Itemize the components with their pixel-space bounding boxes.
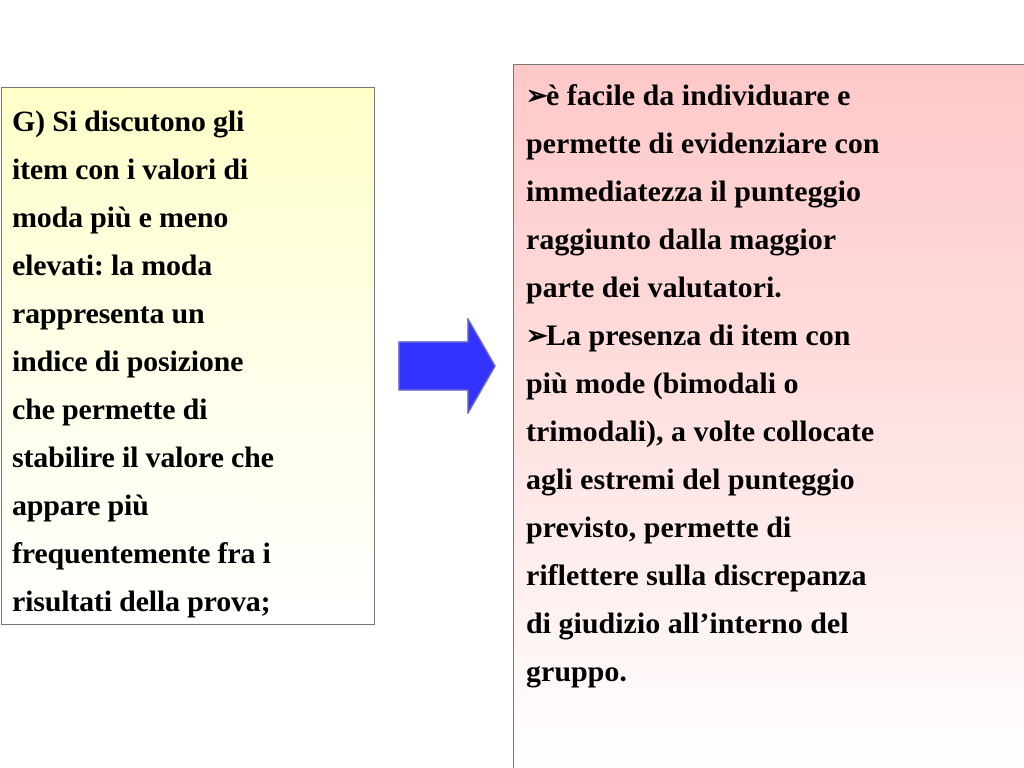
bullet-line: immediatezza il punteggio (526, 175, 861, 208)
bullet-text: è facile da individuare e (546, 79, 851, 112)
left-text-line: stabilire il valore che (12, 441, 274, 474)
left-text-line: moda più e meno (12, 201, 229, 234)
left-text-line: indice di posizione (12, 345, 244, 378)
bullet-line (526, 312, 1014, 360)
arrowhead-bullet-icon: ➢ (526, 321, 548, 350)
arrowhead-bullet-icon: ➢ (526, 81, 548, 110)
left-text-line: rappresenta un (12, 297, 205, 330)
bullet-line: riflettere sulla discrepanza (526, 559, 867, 592)
bullet-line: parte dei valutatori. (526, 271, 782, 304)
right-arrow-shape (399, 319, 495, 413)
left-text-line: risultati della prova; (12, 585, 271, 618)
bullet-line: trimodali), a volte collocate (526, 415, 875, 448)
bullet-line: gruppo. (526, 655, 627, 688)
left-text-line: appare più (12, 489, 149, 522)
bullet-line: raggiunto dalla maggior (526, 223, 837, 256)
bullet-item-1 (526, 72, 1014, 312)
bullet-text: La presenza di item con (546, 319, 851, 352)
bullet-line: previsto, permette di (526, 511, 792, 544)
bullet-line (526, 72, 1014, 120)
bullet-line: permette di evidenziare con (526, 127, 880, 160)
bullet-item-2 (526, 312, 1014, 696)
bullet-line: di giudizio all’interno del (526, 607, 849, 640)
left-text-line: che permette di (12, 393, 208, 426)
left-text-line: elevati: la moda (12, 249, 213, 282)
left-text-line: frequentemente fra i (12, 537, 271, 570)
left-text-box (1, 87, 375, 625)
bullet-line: agli estremi del punteggio (526, 463, 855, 496)
right-text-box (513, 64, 1024, 768)
left-text-line: item con i valori di (12, 153, 248, 186)
left-text-line: G) Si discutono gli (12, 105, 245, 138)
right-arrow-icon (398, 318, 496, 414)
bullet-line: più mode (bimodali o (526, 367, 799, 400)
